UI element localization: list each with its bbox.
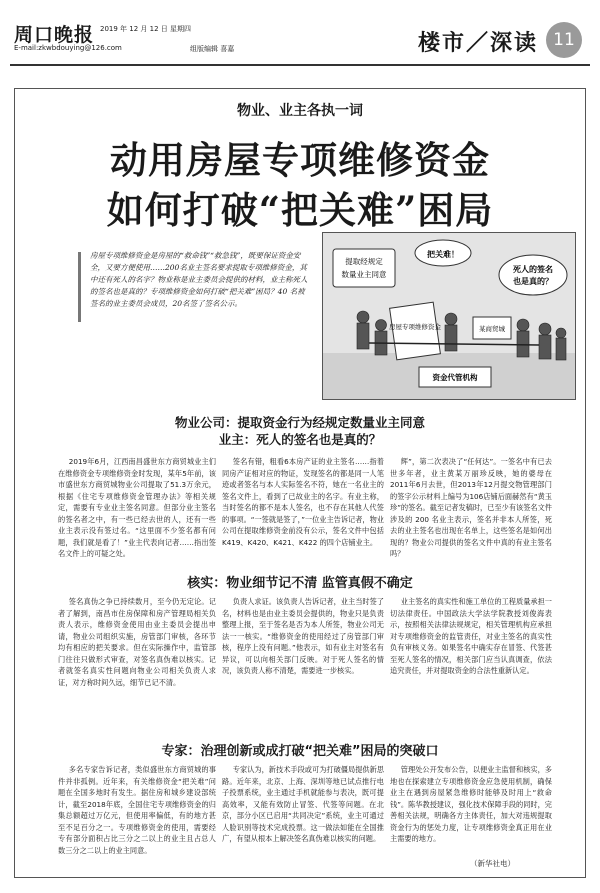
article-kicker: 物业、业主各执一词 — [237, 103, 363, 119]
source-credit: （新华社电） — [470, 859, 515, 868]
newspaper-logo: 周口晚报 — [14, 24, 95, 46]
sec2-col1: 签名真伪之争已持续数月，至今仍无定论。记者了解到，南昌市住房保障和房产管理局相关负责人表示，维修资金使用由业主委员会提出申请，物业公司组织实施，房管部门审核，各环节均有相应的把关要求。但在实际操作中，监管部门往往只做形式审查，对签名真伪难以核实。记者就签名真实性问题向物业公司相关负责人求证，对方称时间久远，细节已记不清。 — [58, 597, 216, 687]
sec3-col2: 专家认为，新技术手段或可为打破僵局提供新思路。近年来，北京、上海、深圳等地已试点推行电子投票系统，业主通过手机就能参与表决，既可提高效率，又能有效防止冒签、代签等问题。在北京，部分小区已启用“共同决定”系统，业主可通过人脸识别等技术完成投票。这一做法如能在全国推广，有望从根本上解决签名真伪难以核实的问题。 — [222, 765, 384, 843]
sec2-col2: 负责人求证。该负责人告诉记者，业主当时签了名，材料也是由业主委员会提供的，物业只是负责整理上报，至于签名是否为本人所签，物业公司无法一一核实。“维修资金的使用经过了房管部门审核，程序上没有问题。”他表示，如有业主对签名有异议，可以向相关部门反映。对于死人签名的情况，该负责人称不清楚，需要进一步核实。 — [222, 597, 384, 675]
bubble-left-line1: 提取经规定 — [345, 257, 383, 266]
editor-credits: 组版编辑 喜嘉 — [190, 45, 235, 53]
sign-middle: 某商贸城 — [479, 325, 505, 333]
box-bottom: 资金代管机构 — [432, 373, 478, 382]
subheadline — [60, 414, 540, 448]
lead-accent-bar — [78, 252, 81, 322]
issue-date: 2019 年 12 月 12 日 星期四 — [100, 25, 191, 33]
bubble-right-line2: 也是真的？ — [513, 277, 553, 286]
bubble-top: 把关难！ — [427, 250, 459, 259]
section-title: 楼市／深读 — [418, 30, 539, 56]
cartoon-illustration — [322, 232, 576, 400]
lead-paragraph: 房屋专项维修资金是房屋的“救命钱”“救急钱”，既要保证资金安全，又要方便使用……200名业主签名要求提取专项维修资金，其中还有死人的名字？物业称是业主委员会提供的材料，业主称死人的签名也是真的？专项维修资金如何打破“把关难”困局？40 名被签名的业主委员会成员，20名签了签名公示。 — [90, 251, 308, 308]
sec1-col1: 2019年6月，江西南昌盛世东方商贸城业主们在维修资金专项维修资金时发现，某年5年前，该市盛世东方商贸城物业公司提取了51.3万余元，根据《住宅专项维修资金管理办法》等相关规定，需要有专业业主签名同意。但部分业主签名的签名者之中，有一些已经去世的人，还有一些业主表示没有签过名。“这里面不少签名都有问题，我们就是看了！”业主代表向记者……指出签名文件上的可疑之处。 — [58, 457, 216, 558]
section-head-2: 核实：物业细节记不清 监管真假不确定 — [187, 576, 413, 591]
bubble-right-line1: 死人的签名 — [513, 265, 553, 274]
sec1-col3: 辉”，第二次表决了“任何达”。一签名中有已去世多年者，业主黄某万丽珍反映，她的婆母在2011年6月去世，但2013年12月提交物管理部门的签字公示材料上编号为106店铺后面赫然有“黄玉珍”的签名。截至记者发稿时，已至少有该签名文件涉及的 200 名业主表示，签名并非本人所签，死去的业主签名也出现在名单上，这些签名是如何出现的？物业公司提供的签名文件中真的有业主签名吗？ — [390, 457, 552, 558]
headline-line-2: 如何打破“把关难”困局 — [106, 188, 494, 232]
headline-line-1: 动用房屋专项维修资金 — [110, 138, 490, 182]
sec3-col1: 多名专家告诉记者，类似盛世东方商贸城的事件并非孤例。近年来，有关维修资金“把关难”问题在全国多地时有发生。据住房和城乡建设部统计，截至2018年底，全国住宅专项维修资金的归集总额超过万亿元，但使用率偏低，有的地方甚至不足百分之一。专项维修资金的使用，需要经专有部分面积占比三分之二以上的业主且占总人数三分之二以上的业主同意。 — [58, 765, 216, 855]
bubble-left-line2: 数量业主同意 — [341, 270, 387, 279]
contact-email: E-mail:zkwbdouying@126.com — [14, 44, 122, 52]
subhead-line-2: 业主：死人的签名也是真的？ — [218, 432, 382, 447]
masthead-rule — [10, 64, 590, 66]
cartoon-drawing — [323, 233, 576, 400]
sec1-col2: 签名有错，粗看6本房产证的业主签名……指着同房产证相对应的物证，发现签名的都是同一人笔迹或者签名与本人实际签名不符，她在一名业主的签名文件上，看到了已故业主的名字。有业主称，当时签名的都不是本人签名，也不存在其他人代签的事项。“一签就是签了，”一位业主告诉记者，物业公司在提取维修资金前没有公示，签名文件中包括 K419、K420、K421、K422 的四个店铺业主。 — [222, 457, 384, 547]
subhead-line-1: 物业公司：提取资金行为经规定数量业主同意 — [174, 415, 425, 430]
board-label: 房屋专项维修资金 — [389, 323, 441, 331]
page-number-badge: 11 — [546, 22, 582, 58]
sec2-col3: 业主签名的真实性和施工单位的工程质量承担一切法律责任。中国政法大学法学院教授刘俊海表示，按照相关法律法规规定，相关管理机构应承担对专项维修资金的监管责任，对业主签名的真实性负有审核义务。如果签名中确实存在冒签、代签甚至死人签名的情况，相关部门应当认真调查，依法追究责任，并对提取资金的合法性重新认定。 — [390, 597, 552, 675]
section-head-3: 专家：治理创新或成打破“把关难”困局的突破口 — [161, 744, 439, 759]
sec3-col3: 管理处公开发布公告，以便业主监督和核实，多地也在探索建立专项维修资金应急使用机制，确保业主在遇到房屋紧急维修时能够及时用上“救命钱”。陈华教授建议，强化技术保障手段的同时，完善相关法规，明确各方主体责任，加大对违规提取资金行为的惩处力度，让专项维修资金真正用在业主需要的地方。 — [390, 765, 552, 843]
